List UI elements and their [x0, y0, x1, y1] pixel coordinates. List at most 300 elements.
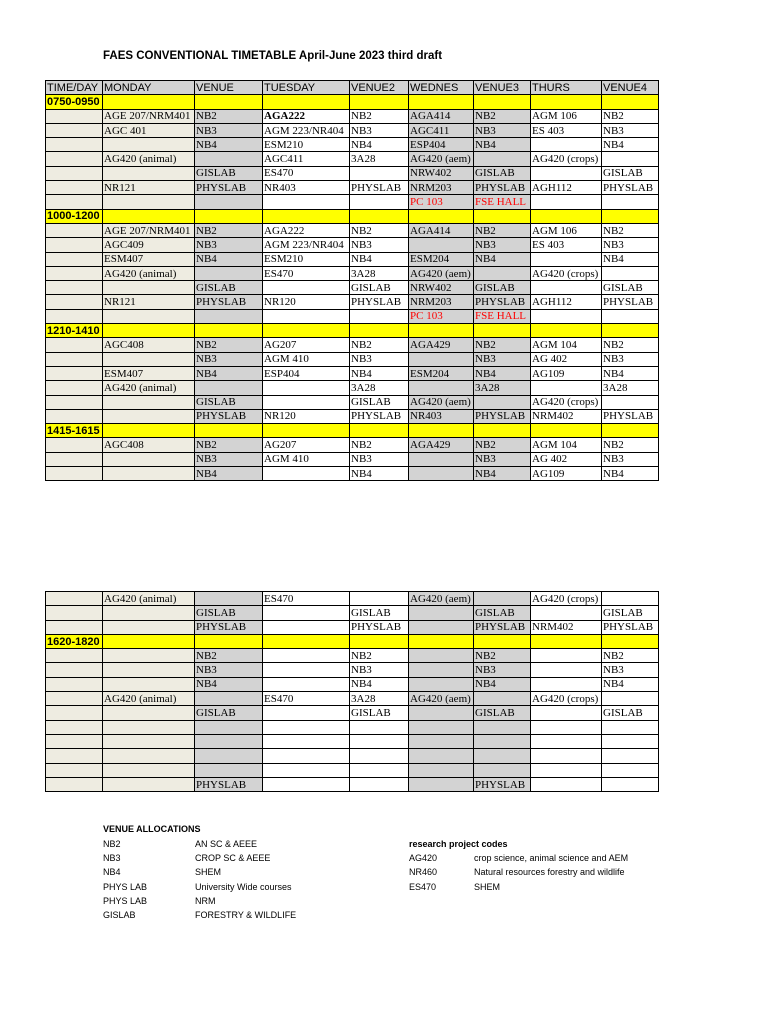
table-cell — [531, 166, 602, 180]
time-cell — [46, 195, 103, 209]
table-cell: NB2 — [474, 109, 531, 123]
table-cell: NB3 — [195, 452, 263, 466]
table-cell — [195, 324, 263, 338]
time-cell — [46, 266, 103, 280]
time-cell — [46, 395, 103, 409]
time-cell — [46, 123, 103, 137]
table-row — [46, 238, 659, 252]
table-cell — [103, 734, 195, 748]
table-cell: NB2 — [350, 338, 409, 352]
table-cell: AG420 (animal) — [103, 592, 195, 606]
table-cell: PHYSLAB — [195, 777, 263, 791]
table-cell — [103, 606, 195, 620]
table-cell: NRM203 — [409, 181, 474, 195]
table-cell — [409, 677, 474, 691]
table-cell — [409, 324, 474, 338]
table-cell: AGC408 — [103, 438, 195, 452]
table-cell — [602, 720, 659, 734]
table-cell: NR121 — [103, 181, 195, 195]
time-cell — [46, 720, 103, 734]
table-cell — [103, 138, 195, 152]
table-cell: NB2 — [602, 438, 659, 452]
project-code: NR460 — [409, 867, 438, 877]
table-cell — [350, 720, 409, 734]
table-cell — [474, 266, 531, 280]
table-cell — [103, 663, 195, 677]
table-cell — [409, 620, 474, 634]
table-cell: AG207 — [263, 338, 350, 352]
time-cell — [46, 166, 103, 180]
table-cell: PHYSLAB — [602, 295, 659, 309]
table-cell: NB2 — [350, 649, 409, 663]
table-cell — [531, 424, 602, 438]
table-cell — [602, 777, 659, 791]
table-cell — [103, 409, 195, 423]
table-row — [46, 409, 659, 423]
table-cell: PHYSLAB — [474, 620, 531, 634]
table-cell — [474, 734, 531, 748]
table-cell: NB3 — [602, 663, 659, 677]
table-cell: NB2 — [195, 338, 263, 352]
table-cell — [409, 663, 474, 677]
table-cell — [474, 152, 531, 166]
timetable-continued — [45, 591, 659, 792]
table-row — [46, 692, 659, 706]
table-cell — [103, 324, 195, 338]
time-cell — [46, 649, 103, 663]
table-cell: ES470 — [263, 592, 350, 606]
table-cell — [103, 749, 195, 763]
venue-name: GISLAB — [103, 910, 136, 920]
table-cell: NB4 — [474, 252, 531, 266]
table-cell: NB4 — [602, 366, 659, 380]
table-cell: NB2 — [602, 109, 659, 123]
column-header: VENUE2 — [350, 81, 409, 95]
table-cell — [409, 763, 474, 777]
table-cell: NB3 — [474, 452, 531, 466]
table-cell — [409, 238, 474, 252]
table-cell — [195, 381, 263, 395]
table-cell — [195, 309, 263, 323]
table-cell — [350, 424, 409, 438]
table-cell: AGC411 — [263, 152, 350, 166]
venue-name: NB3 — [103, 853, 121, 863]
table-cell: NR403 — [263, 181, 350, 195]
table-cell: 3A28 — [350, 266, 409, 280]
table-cell — [531, 309, 602, 323]
table-cell: NB4 — [195, 366, 263, 380]
table-cell: AG420 (aem) — [409, 692, 474, 706]
table-cell: 3A28 — [350, 381, 409, 395]
table-cell — [531, 281, 602, 295]
table-cell — [263, 395, 350, 409]
table-cell: NR120 — [263, 295, 350, 309]
table-cell — [409, 381, 474, 395]
table-cell — [474, 692, 531, 706]
table-cell: AG420 (animal) — [103, 381, 195, 395]
table-cell — [263, 677, 350, 691]
table-cell: GISLAB — [602, 706, 659, 720]
table-cell — [409, 706, 474, 720]
table-cell: ES470 — [263, 692, 350, 706]
table-cell — [531, 209, 602, 223]
table-cell — [103, 95, 195, 109]
table-cell: AGC411 — [409, 123, 474, 137]
time-cell — [46, 181, 103, 195]
table-cell — [263, 195, 350, 209]
table-cell: PHYSLAB — [474, 409, 531, 423]
table-cell: 3A28 — [350, 692, 409, 706]
table-cell — [409, 424, 474, 438]
table-cell: PHYSLAB — [350, 620, 409, 634]
table-cell — [409, 649, 474, 663]
time-cell — [46, 734, 103, 748]
table-cell — [409, 720, 474, 734]
table-cell — [103, 195, 195, 209]
time-cell — [46, 138, 103, 152]
table-cell — [195, 592, 263, 606]
table-cell — [263, 649, 350, 663]
table-cell — [195, 763, 263, 777]
table-cell: NRW402 — [409, 281, 474, 295]
column-header: WEDNES — [409, 81, 474, 95]
time-cell — [46, 252, 103, 266]
table-cell: ESM210 — [263, 252, 350, 266]
table-cell: NB3 — [602, 452, 659, 466]
table-cell — [409, 777, 474, 791]
header-row — [46, 81, 659, 95]
time-cell — [46, 409, 103, 423]
time-cell — [46, 706, 103, 720]
table-cell — [531, 749, 602, 763]
time-cell — [46, 606, 103, 620]
table-row — [46, 381, 659, 395]
table-cell: PHYSLAB — [195, 295, 263, 309]
time-cell — [46, 467, 103, 481]
table-cell: ESP404 — [409, 138, 474, 152]
table-cell: ES470 — [263, 266, 350, 280]
table-cell — [602, 266, 659, 280]
table-cell — [263, 95, 350, 109]
table-cell: AGA429 — [409, 338, 474, 352]
table-row — [46, 677, 659, 691]
table-cell: NB2 — [602, 338, 659, 352]
table-row — [46, 181, 659, 195]
venue-use: University Wide courses — [195, 882, 292, 892]
venue-name: NB4 — [103, 867, 121, 877]
table-cell: GISLAB — [195, 606, 263, 620]
table-cell: NB2 — [350, 223, 409, 237]
table-cell: NB4 — [602, 677, 659, 691]
table-cell — [409, 452, 474, 466]
table-cell — [409, 606, 474, 620]
table-cell: PHYSLAB — [195, 181, 263, 195]
table-cell: NB3 — [350, 238, 409, 252]
table-cell — [103, 309, 195, 323]
project-description: Natural resources forestry and wildlife — [474, 867, 625, 877]
table-cell — [409, 634, 474, 648]
table-cell — [350, 749, 409, 763]
table-cell — [103, 352, 195, 366]
table-cell: NB2 — [195, 438, 263, 452]
table-cell — [350, 763, 409, 777]
table-cell — [195, 266, 263, 280]
table-cell — [263, 209, 350, 223]
table-cell: NB2 — [195, 649, 263, 663]
table-cell: AG109 — [531, 467, 602, 481]
table-cell: NB4 — [195, 677, 263, 691]
table-cell — [409, 467, 474, 481]
table-cell: NB3 — [602, 238, 659, 252]
time-slot-row — [46, 634, 659, 648]
table-cell — [474, 634, 531, 648]
table-cell: GISLAB — [474, 166, 531, 180]
timetable-main — [45, 80, 659, 481]
table-cell: AGA429 — [409, 438, 474, 452]
table-row — [46, 295, 659, 309]
table-row — [46, 223, 659, 237]
table-cell — [474, 424, 531, 438]
table-cell — [602, 309, 659, 323]
table-cell: AGC 401 — [103, 123, 195, 137]
table-cell: ESM407 — [103, 366, 195, 380]
table-cell: AGA222 — [263, 109, 350, 123]
table-cell: NB3 — [350, 663, 409, 677]
table-cell: GISLAB — [350, 281, 409, 295]
table-cell: NR120 — [263, 409, 350, 423]
table-cell — [103, 395, 195, 409]
table-cell: 3A28 — [602, 381, 659, 395]
venue-use: AN SC & AEEE — [195, 839, 258, 849]
table-cell: NB3 — [195, 663, 263, 677]
column-header: TUESDAY — [263, 81, 350, 95]
table-cell: AG 402 — [531, 352, 602, 366]
table-row — [46, 138, 659, 152]
table-cell: AG420 (animal) — [103, 152, 195, 166]
table-cell: FSE HALL — [474, 195, 531, 209]
time-cell — [46, 677, 103, 691]
table-cell: AGM 106 — [531, 223, 602, 237]
time-cell — [46, 592, 103, 606]
table-cell: NB2 — [195, 223, 263, 237]
table-cell: NB4 — [195, 138, 263, 152]
table-cell: NB3 — [350, 452, 409, 466]
table-row — [46, 266, 659, 280]
table-cell: PHYSLAB — [350, 409, 409, 423]
table-cell: NB2 — [350, 109, 409, 123]
table-cell — [531, 138, 602, 152]
time-cell — [46, 109, 103, 123]
table-cell — [531, 720, 602, 734]
time-slot-row — [46, 424, 659, 438]
table-cell: AGH112 — [531, 295, 602, 309]
table-cell: PHYSLAB — [602, 620, 659, 634]
table-cell — [263, 634, 350, 648]
table-cell — [350, 209, 409, 223]
table-row — [46, 649, 659, 663]
table-cell — [195, 634, 263, 648]
time-cell — [46, 352, 103, 366]
column-header: THURS — [531, 81, 602, 95]
time-cell — [46, 438, 103, 452]
table-cell: PHYSLAB — [195, 620, 263, 634]
time-cell — [46, 777, 103, 791]
column-header: VENUE — [195, 81, 263, 95]
table-row — [46, 749, 659, 763]
table-cell: AG420 (crops) — [531, 592, 602, 606]
table-cell: AG420 (aem) — [409, 395, 474, 409]
table-cell: GISLAB — [602, 606, 659, 620]
time-cell — [46, 281, 103, 295]
table-cell: AG420 (animal) — [103, 266, 195, 280]
table-cell: GISLAB — [350, 706, 409, 720]
venue-use: CROP SC & AEEE — [195, 853, 271, 863]
table-cell: NB2 — [602, 223, 659, 237]
time-cell: 1415-1615 — [46, 424, 103, 438]
table-cell — [195, 195, 263, 209]
table-row — [46, 195, 659, 209]
table-cell: FSE HALL — [474, 309, 531, 323]
table-cell — [531, 649, 602, 663]
table-cell — [103, 677, 195, 691]
table-cell — [474, 763, 531, 777]
time-slot-row — [46, 209, 659, 223]
table-cell: GISLAB — [602, 166, 659, 180]
table-cell: PHYSLAB — [602, 181, 659, 195]
table-cell — [602, 152, 659, 166]
table-row — [46, 109, 659, 123]
table-cell: AGE 207/NRM401 — [103, 223, 195, 237]
table-cell — [474, 209, 531, 223]
table-row — [46, 452, 659, 466]
table-cell — [409, 352, 474, 366]
time-cell — [46, 620, 103, 634]
table-cell: AG109 — [531, 366, 602, 380]
table-cell: NB4 — [474, 467, 531, 481]
table-cell: NB2 — [350, 438, 409, 452]
table-cell: NRM203 — [409, 295, 474, 309]
table-row — [46, 777, 659, 791]
table-cell — [195, 734, 263, 748]
time-slot-row — [46, 95, 659, 109]
table-cell — [409, 95, 474, 109]
column-header: TIME/DAY — [46, 81, 103, 95]
table-cell — [103, 467, 195, 481]
table-cell — [474, 395, 531, 409]
table-cell: PHYSLAB — [350, 181, 409, 195]
table-cell — [531, 195, 602, 209]
table-cell: ESM210 — [263, 138, 350, 152]
table-cell — [350, 634, 409, 648]
table-cell — [195, 692, 263, 706]
table-cell: NB4 — [195, 467, 263, 481]
table-cell — [531, 706, 602, 720]
table-cell: NB4 — [474, 366, 531, 380]
table-row — [46, 663, 659, 677]
table-cell — [531, 734, 602, 748]
table-cell — [531, 381, 602, 395]
table-cell — [474, 720, 531, 734]
table-cell: AGA222 — [263, 223, 350, 237]
table-row — [46, 606, 659, 620]
table-cell — [263, 663, 350, 677]
table-cell — [409, 749, 474, 763]
table-cell: AG420 (aem) — [409, 152, 474, 166]
table-cell — [531, 606, 602, 620]
time-cell — [46, 238, 103, 252]
table-cell: ESP404 — [263, 366, 350, 380]
table-cell: NB3 — [474, 238, 531, 252]
venue-name: NB2 — [103, 839, 121, 849]
table-cell: GISLAB — [195, 281, 263, 295]
table-cell — [195, 95, 263, 109]
table-cell — [103, 620, 195, 634]
table-cell — [531, 252, 602, 266]
table-cell — [602, 734, 659, 748]
table-cell: AG420 (crops) — [531, 395, 602, 409]
table-cell — [263, 281, 350, 295]
table-cell: NB3 — [195, 238, 263, 252]
table-cell: PHYSLAB — [350, 295, 409, 309]
venue-name: PHYS LAB — [103, 896, 148, 906]
table-cell — [602, 324, 659, 338]
table-cell: NB3 — [474, 352, 531, 366]
table-cell — [474, 749, 531, 763]
table-row — [46, 123, 659, 137]
table-cell — [195, 749, 263, 763]
table-cell: PHYSLAB — [474, 181, 531, 195]
table-cell: ES 403 — [531, 238, 602, 252]
venue-allocations-title: VENUE ALLOCATIONS — [103, 824, 201, 834]
table-cell: PHYSLAB — [474, 295, 531, 309]
table-cell: NB3 — [474, 123, 531, 137]
table-cell — [531, 677, 602, 691]
table-cell: AGH112 — [531, 181, 602, 195]
table-cell — [350, 309, 409, 323]
table-cell: PC 103 — [409, 195, 474, 209]
table-cell — [602, 634, 659, 648]
table-cell — [602, 395, 659, 409]
table-cell: PHYSLAB — [474, 777, 531, 791]
time-cell: 1620-1820 — [46, 634, 103, 648]
table-cell — [531, 777, 602, 791]
table-cell — [474, 592, 531, 606]
table-row — [46, 281, 659, 295]
table-cell: GISLAB — [350, 395, 409, 409]
venue-name: PHYS LAB — [103, 882, 148, 892]
time-cell — [46, 381, 103, 395]
table-cell — [602, 592, 659, 606]
table-cell — [602, 763, 659, 777]
column-header: VENUE3 — [474, 81, 531, 95]
table-cell — [103, 777, 195, 791]
time-cell — [46, 749, 103, 763]
table-cell — [531, 324, 602, 338]
table-cell: NB4 — [602, 252, 659, 266]
time-cell — [46, 692, 103, 706]
table-cell: NB3 — [195, 123, 263, 137]
table-cell: AGM 104 — [531, 438, 602, 452]
table-cell: 3A28 — [350, 152, 409, 166]
table-cell — [409, 209, 474, 223]
table-cell: AGM 410 — [263, 352, 350, 366]
table-cell: NRM402 — [531, 620, 602, 634]
table-cell — [263, 620, 350, 634]
table-cell — [474, 324, 531, 338]
table-cell: NRM402 — [531, 409, 602, 423]
table-cell — [602, 692, 659, 706]
venue-use: NRM — [195, 896, 216, 906]
